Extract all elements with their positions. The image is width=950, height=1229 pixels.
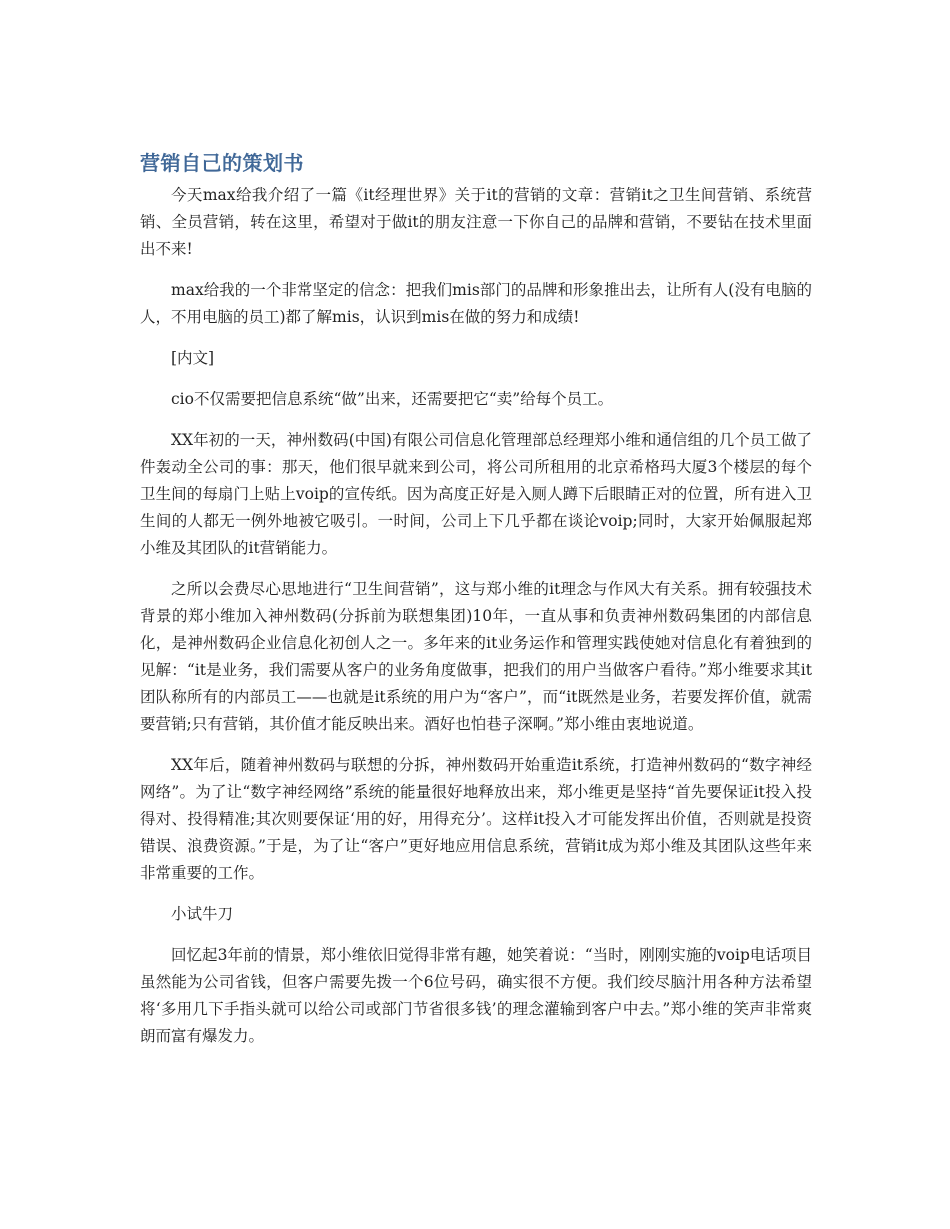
paragraph: max给我的一个非常坚定的信念：把我们mis部门的品牌和形象推出去，让所有人(没有电脑的人，不用电脑的员工)都了解mis，认识到mis在做的努力和成绩! (140, 281, 812, 326)
paragraph: cio不仅需要把信息系统“做”出来，还需要把它“卖”给每个员工。 (171, 390, 614, 408)
paragraph: 今天max给我介绍了一篇《it经理世界》关于it的营销的文章：营销it之卫生间营销、系统营销、全员营销，转在这里，希望对于做it的朋友注意一下你自己的品牌和营销，不要钻在技术里面出不来! (140, 186, 812, 258)
document-page (140, 148, 812, 1064)
paragraph: 之所以会费尽心思地进行“卫生间营销”，这与郑小维的it理念与作风大有关系。拥有较强技术背景的郑小维加入神州数码(分拆前为联想集团)10年，一直从事和负责神州数码集团的内部信息化，是神州数码企业信息化初创人之一。多年来的it业务运作和管理实践使她对信息化有着独到的见解：“it是业务，我们需要从客户的业务角度做事，把我们的用户当做客户看待。”郑小维要求其it团队称所有的内部员工——也就是it系统的用户为“客户”，而“it既然是业务，若要发挥价值，就需要营销;只有营销，其价值才能反映出来。酒好也怕巷子深啊。”郑小维由衷地说道。 (140, 580, 812, 733)
paragraph: 回忆起3年前的情景，郑小维依旧觉得非常有趣，她笑着说：“当时，刚刚实施的voip电话项目虽然能为公司省钱，但客户需要先拨一个6位号码，确实很不方便。我们绞尽脑汁用各种方法希望将‘多用几下手指头就可以给公司或部门节省很多钱’的理念灌输到客户中去。”郑小维的笑声非常爽朗而富有爆发力。 (140, 946, 812, 1045)
document-title: 营销自己的策划书 (140, 151, 304, 175)
paragraph: [内文] (171, 349, 215, 367)
paragraph: XX年初的一天，神州数码(中国)有限公司信息化管理部总经理郑小维和通信组的几个员工做了件轰动全公司的事：那天，他们很早就来到公司，将公司所租用的北京希格玛大厦3个楼层的每个卫生间的每扇门上贴上voip的宣传纸。因为高度正好是入厕人蹲下后眼睛正对的位置，所有进入卫生间的人都无一例外地被它吸引。一时间，公司上下几乎都在谈论voip;同时，大家开始佩服起郑小维及其团队的it营销能力。 (140, 431, 812, 557)
paragraph: 小试牛刀 (171, 905, 234, 923)
paragraph: XX年后，随着神州数码与联想的分拆，神州数码开始重造it系统，打造神州数码的“数字神经网络”。为了让“数字神经网络”系统的能量很好地释放出来，郑小维更是坚持“首先要保证it投入投得对、投得精准;其次则要保证‘用的好，用得充分’。这样it投入才可能发挥出价值，否则就是投资错误、浪费资源。”于是，为了让“客户”更好地应用信息系统，营销it成为郑小维及其团队这些年来非常重要的工作。 (140, 756, 812, 882)
